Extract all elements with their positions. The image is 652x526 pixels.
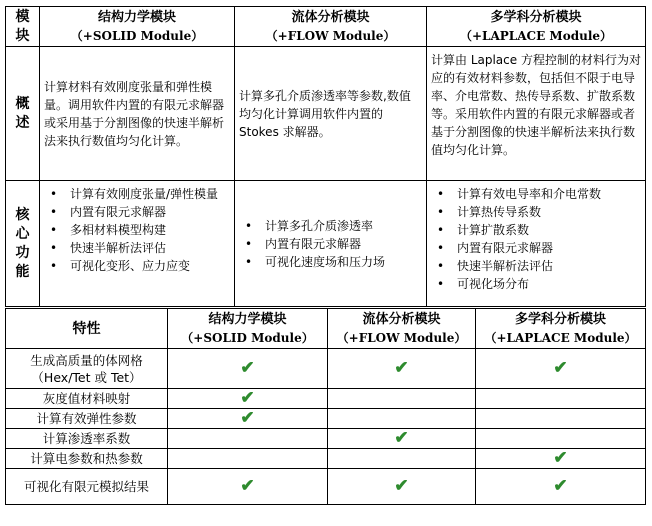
module-overview-table <box>5 6 646 307</box>
module-name: 多学科分析模块 <box>490 9 582 25</box>
check-icon: ✔ <box>328 349 476 389</box>
laplace-column-header <box>476 309 646 349</box>
feature-row <box>6 469 646 505</box>
function-item: • 计算有效电导率和介电常数 <box>431 185 641 203</box>
flow-module-header <box>235 7 427 47</box>
module-sub: （+SOLID Module） <box>70 28 204 43</box>
flow-overview: 计算多孔介质渗透率等参数,数值均匀化计算调用软件内置的 Stokes 求解器。 <box>235 47 427 181</box>
feature-label: 计算渗透率系数 <box>6 429 168 449</box>
function-item: • 多相材料模型构建 <box>44 221 230 239</box>
module-sub: （+SOLID Module） <box>181 330 314 345</box>
empty-cell <box>328 389 476 409</box>
feature-label: 生成高质量的体网格（Hex/Tet 或 Tet） <box>6 349 168 389</box>
feature-matrix-table <box>5 308 646 505</box>
empty-cell <box>328 409 476 429</box>
feature-row <box>6 349 646 389</box>
check-icon: ✔ <box>476 469 646 505</box>
check-icon: ✔ <box>168 349 328 389</box>
feature-label: 计算电参数和热参数 <box>6 449 168 469</box>
function-item: • 内置有限元求解器 <box>44 203 230 221</box>
flow-core-functions <box>235 181 427 307</box>
solid-column-header <box>168 309 328 349</box>
laplace-overview: 计算由 Laplace 方程控制的材料行为对应的有效材料参数，包括但不限于电导率、介电常数、热传导系数、扩散系数等。采用软件内置的有限元求解器或者基于分割图像的快速半解析法来执行数值均匀化计算。 <box>427 47 646 181</box>
module-name: 流体分析模块 <box>291 9 370 25</box>
empty-cell <box>476 409 646 429</box>
solid-core-functions <box>40 181 235 307</box>
empty-cell <box>168 429 328 449</box>
feature-row <box>6 409 646 429</box>
check-icon: ✔ <box>168 409 328 429</box>
module-name: 多学科分析模块 <box>514 311 606 327</box>
feature-header: 特性 <box>6 309 168 349</box>
feature-label: 灰度值材料映射 <box>6 389 168 409</box>
laplace-function-list <box>431 185 641 293</box>
check-icon: ✔ <box>328 429 476 449</box>
check-icon: ✔ <box>476 449 646 469</box>
solid-function-list <box>44 185 230 275</box>
module-name: 流体分析模块 <box>362 311 441 327</box>
empty-cell <box>476 429 646 449</box>
check-icon: ✔ <box>476 349 646 389</box>
function-item: • 快速半解析法评估 <box>431 257 641 275</box>
module-header-row <box>6 7 646 47</box>
function-item: • 可视化场分布 <box>431 275 641 293</box>
module-sub: （+LAPLACE Module） <box>484 330 637 345</box>
feature-row <box>6 389 646 409</box>
overview-label: 概 述 <box>6 47 40 181</box>
feature-header-row <box>6 309 646 349</box>
empty-cell <box>476 389 646 409</box>
core-function-label: 核 心 功 能 <box>6 181 40 307</box>
flow-column-header <box>328 309 476 349</box>
function-item: • 快速半解析法评估 <box>44 239 230 257</box>
module-name: 结构力学模块 <box>208 311 287 327</box>
function-item: • 可视化速度场和压力场 <box>239 253 422 271</box>
feature-label: 计算有效弹性参数 <box>6 409 168 429</box>
module-sub: （+FLOW Module） <box>336 330 467 345</box>
empty-cell <box>328 449 476 469</box>
function-item: • 计算有效刚度张量/弹性模量 <box>44 185 230 203</box>
solid-module-header <box>40 7 235 47</box>
overview-row <box>6 47 646 181</box>
feature-label: 可视化有限元模拟结果 <box>6 469 168 505</box>
function-item: • 计算多孔介质渗透率 <box>239 217 422 235</box>
check-icon: ✔ <box>168 389 328 409</box>
corner-label: 模 块 <box>6 7 40 47</box>
check-icon: ✔ <box>328 469 476 505</box>
flow-function-list <box>239 217 422 271</box>
function-item: • 内置有限元求解器 <box>431 239 641 257</box>
module-sub: （+LAPLACE Module） <box>459 28 613 43</box>
function-item: • 可视化变形、应力应变 <box>44 257 230 275</box>
laplace-core-functions <box>427 181 646 307</box>
function-item: • 内置有限元求解器 <box>239 235 422 253</box>
module-sub: （+FLOW Module） <box>265 28 396 43</box>
feature-row <box>6 449 646 469</box>
check-icon: ✔ <box>168 469 328 505</box>
module-name: 结构力学模块 <box>97 9 176 25</box>
feature-row <box>6 429 646 449</box>
solid-overview: 计算材料有效刚度张量和弹性模量。调用软件内置的有限元求解器或采用基于分割图像的快速半解析法来执行数值均匀化计算。 <box>40 47 235 181</box>
core-function-row <box>6 181 646 307</box>
function-item: • 计算扩散系数 <box>431 221 641 239</box>
empty-cell <box>168 449 328 469</box>
laplace-module-header <box>427 7 646 47</box>
function-item: • 计算热传导系数 <box>431 203 641 221</box>
